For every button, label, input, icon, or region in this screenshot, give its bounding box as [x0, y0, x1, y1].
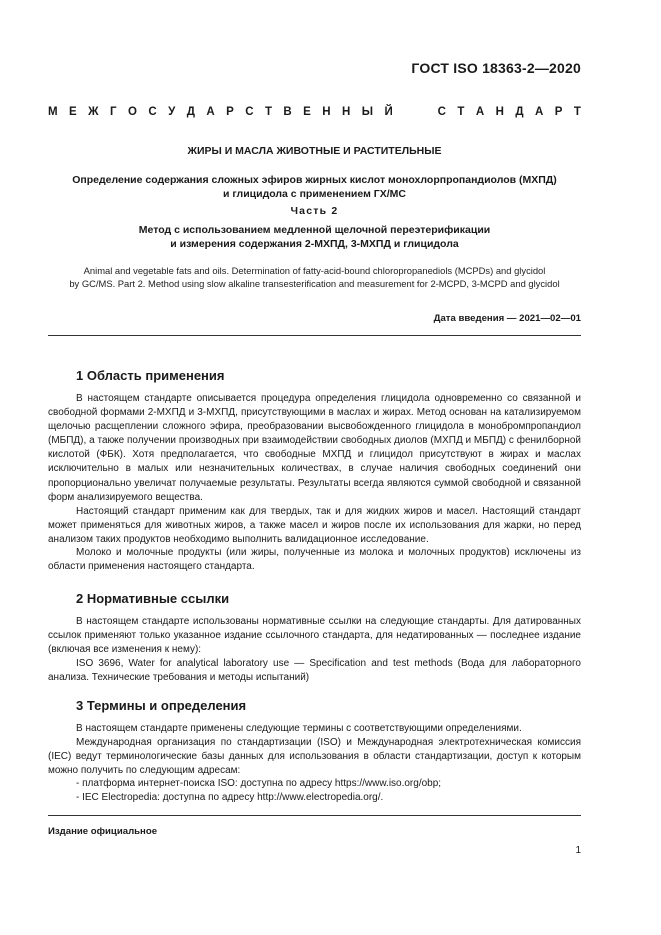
gost-number: ГОСТ ISO 18363-2—2020 — [411, 60, 581, 76]
banner-letter: М — [48, 106, 58, 118]
subtitle-line: Определение содержания сложных эфиров жирных кислот монохлорпропандиолов (МХПД) — [72, 174, 557, 186]
section-heading-references: 2 Нормативные ссылки — [76, 591, 230, 606]
banner-letter: У — [168, 106, 176, 118]
banner-letter: Е — [69, 106, 77, 118]
banner-letter: Д — [515, 106, 524, 118]
banner-letter: А — [534, 106, 544, 118]
banner-letter: Е — [303, 106, 311, 118]
banner-letter: Г — [109, 106, 117, 118]
banner-letter: С — [245, 106, 254, 118]
paragraph: Молоко и молочные продукты (или жиры, полученные из молока и молочных продуктов) исключены из области применения настоящего стандарта. — [48, 547, 581, 573]
banner-letter: Т — [573, 106, 581, 118]
banner-letter: С — [437, 106, 446, 118]
paragraph: ISO 3696, Water for analytical laboratory use — Specification and test methods (Вода для лабораторного анализа. Технические требования и методы испытаний) — [48, 658, 581, 684]
banner-letter: А — [206, 106, 215, 118]
paragraph: В настоящем стандарте использованы нормативные ссылки на следующие стандарты. Для датированных ссылок применяют только указанное издание ссылочного стандарта, для недатированных — последнее издание (включая все изменения к нему): — [48, 616, 581, 656]
divider-top — [48, 335, 581, 336]
part-label: Часть 2 — [290, 205, 339, 217]
official-edition-label: Издание официальное — [48, 826, 158, 837]
banner-letter: Р — [554, 106, 563, 118]
list-item: - IEC Electropedia: доступна по адресу http://www.electropedia.org/. — [76, 792, 384, 803]
page-number: 1 — [575, 845, 581, 856]
method-title — [48, 223, 581, 251]
banner-letter: Н — [495, 106, 504, 118]
banner-letter: Д — [186, 106, 195, 118]
section-heading-scope: 1 Область применения — [76, 368, 225, 383]
banner-letter: В — [283, 106, 292, 118]
banner-letter: Н — [342, 106, 351, 118]
banner-letter: О — [127, 106, 137, 118]
banner-letter: Й — [384, 106, 393, 118]
document-title: ЖИРЫ И МАСЛА ЖИВОТНЫЕ И РАСТИТЕЛЬНЫЕ — [187, 145, 442, 157]
paragraph: Настоящий стандарт применим как для твердых, так и для жидких жиров и масел. Настоящий стандарт может применяться для животных жиров, а также масел и жиров после их использования для жарки, но перед анализом таких продуктов необходимо выполнить валидационное исследование. — [48, 506, 581, 546]
english-line: by GC/MS. Part 2. Method using slow alkaline transesterification and measurement for 2-MCPD, 3-MCPD and glycidol — [69, 278, 560, 289]
banner-letter: Ы — [361, 106, 374, 118]
banner-letter: Т — [264, 106, 272, 118]
paragraph: В настоящем стандарте применены следующие термины с соответствующими определениями. — [76, 723, 522, 734]
introduction-date: Дата введения — 2021—02—01 — [433, 313, 581, 324]
english-title — [48, 264, 581, 290]
method-line: и измерения содержания 2-МХПД, 3-МХПД и глицидола — [170, 238, 459, 250]
section-heading-terms: 3 Термины и определения — [76, 698, 247, 713]
document-subtitle — [48, 173, 581, 201]
method-line: Метод с использованием медленной щелочной переэтерификации — [138, 224, 491, 236]
banner-letter: Т — [457, 106, 465, 118]
standard-banner — [48, 106, 581, 118]
english-line: Animal and vegetable fats and oils. Determination of fatty-acid-bound chloropropanediols (MCPDs) and glycidol — [83, 265, 546, 276]
paragraph: В настоящем стандарте описывается процедура определения глицидола одновременно со связанной и свободной формами 2-МХПД и 3-МХПД, присутствующими в маслах и жирах. Метод основан на катализируемом щелочью расщеплении сложного эфира, преобразовании высвобожденного глицидола в монобромпропандиол (МБПД), а также получении производных при взаимодействии свободных диолов (МХПД и МБПД) с фенилборной кислотой (ФБК). Хотя предполагается, что свободные МХПД и глицидол присутствуют в жирах и маслах исключительно в малых или незначительных количествах, в случае наличия свободных соединений они пропорционально увеличат получаемые результаты. Результаты всегда являются суммой свободной и связанной форм анализируемого вещества. — [48, 393, 581, 503]
banner-letter: Р — [226, 106, 234, 118]
divider-bottom — [48, 815, 581, 816]
banner-letter: Ж — [88, 106, 99, 118]
list-item: - платформа интернет-поиска ISO: доступна по адресу https://www.iso.org/obp; — [76, 778, 442, 789]
paragraph: Международная организация по стандартизации (ISO) и Международная электротехническая комиссия (IEC) ведут терминологические базы данных для использования в области стандартизации, доступ к которым можно получить по следующим адресам: — [48, 737, 581, 777]
subtitle-line: и глицидола с применением ГХ/МС — [223, 188, 406, 200]
banner-letter: Н — [322, 106, 331, 118]
banner-letter: А — [475, 106, 485, 118]
banner-letter: С — [148, 106, 157, 118]
